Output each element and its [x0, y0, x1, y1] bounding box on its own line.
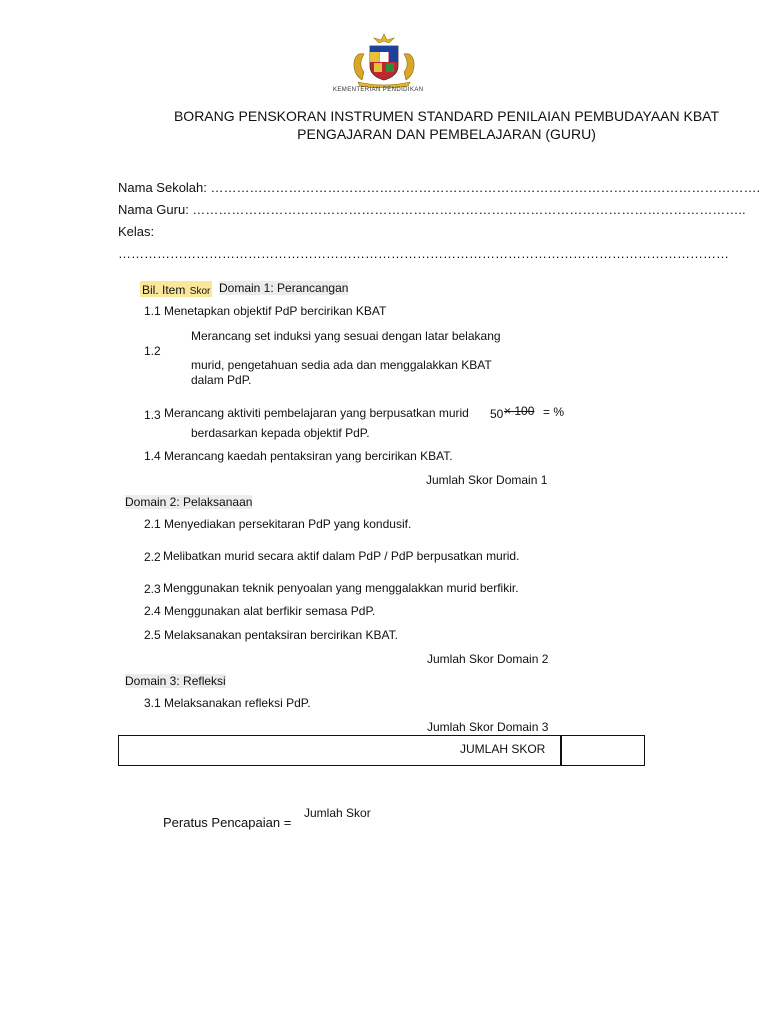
- ministry-caption: KEMENTERIAN PENDIDIKAN: [333, 87, 424, 93]
- formula-equals-percent: = %: [543, 405, 565, 419]
- item-1-3-number: 1.3: [144, 408, 161, 422]
- item-1-4: 1.4 Merancang kaedah pentaksiran yang bercirikan KBAT.: [144, 449, 453, 463]
- item-2-2-number: 2.2: [144, 550, 161, 564]
- item-1-3-line-a: Merancang aktiviti pembelajaran yang berpusatkan murid: [164, 406, 469, 420]
- domain1-title: Domain 1: Perancangan: [219, 281, 349, 295]
- bil-item-header: Bil. Item: [142, 283, 186, 297]
- grand-total-score-cell: [563, 737, 643, 764]
- item-2-3-number: 2.3: [144, 582, 161, 596]
- school-name-field: Nama Sekolah: ……………………………………………………………………………………………………………….: [118, 180, 761, 195]
- item-2-5: 2.5 Melaksanakan pentaksiran bercirikan KBAT.: [144, 628, 398, 642]
- domain3-total-label: Jumlah Skor Domain 3: [427, 720, 549, 734]
- form-title-line1: BORANG PENSKORAN INSTRUMEN STANDARD PENILAIAN PEMBUDAYAAN KBAT: [173, 108, 720, 124]
- skor-header: Skor: [189, 286, 211, 297]
- domain1-total-label: Jumlah Skor Domain 1: [426, 473, 548, 487]
- class-label: Kelas:: [118, 224, 155, 239]
- item-2-4: 2.4 Menggunakan alat berfikir semasa PdP.: [144, 604, 376, 618]
- item-1-3-line-b: berdasarkan kepada objektif PdP.: [191, 426, 370, 440]
- grand-total-label: JUMLAH SKOR: [460, 742, 546, 756]
- item-1-2-line-c: dalam PdP.: [191, 373, 252, 387]
- table-header-bil-skor: [140, 281, 212, 297]
- form-title-line2: PENGAJARAN DAN PEMBELAJARAN (GURU): [297, 126, 596, 142]
- class-field-dots: ……………………………………………………………………………………………………………………………: [118, 246, 729, 261]
- formula-times-100: × 100: [504, 404, 535, 418]
- item-1-2-line-a: Merancang set induksi yang sesuai dengan latar belakang: [191, 329, 501, 343]
- item-1-1: 1.1 Menetapkan objektif PdP bercirikan KBAT: [144, 304, 387, 318]
- item-2-1: 2.1 Menyediakan persekitaran PdP yang kondusif.: [144, 517, 412, 531]
- percent-label: Peratus Pencapaian =: [163, 815, 292, 830]
- item-3-1: 3.1 Melaksanakan refleksi PdP.: [144, 696, 311, 710]
- item-2-2: Melibatkan murid secara aktif dalam PdP / PdP berpusatkan murid.: [163, 549, 520, 563]
- item-1-2-number: 1.2: [144, 344, 161, 358]
- domain2-title: Domain 2: Pelaksanaan: [125, 495, 253, 509]
- domain2-total-label: Jumlah Skor Domain 2: [427, 652, 549, 666]
- grand-total-divider: [560, 735, 562, 766]
- formula-numerator: 50: [490, 407, 504, 421]
- percent-numerator: Jumlah Skor: [304, 806, 371, 820]
- coat-of-arms-logo: [350, 32, 418, 88]
- teacher-name-field: Nama Guru: ………………………………………………………………………………………………………………..: [118, 202, 746, 217]
- domain3-title: Domain 3: Refleksi: [125, 674, 226, 688]
- item-1-2-line-b: murid, pengetahuan sedia ada dan menggalakkan KBAT: [191, 358, 492, 372]
- item-2-3: Menggunakan teknik penyoalan yang menggalakkan murid berfikir.: [163, 581, 519, 595]
